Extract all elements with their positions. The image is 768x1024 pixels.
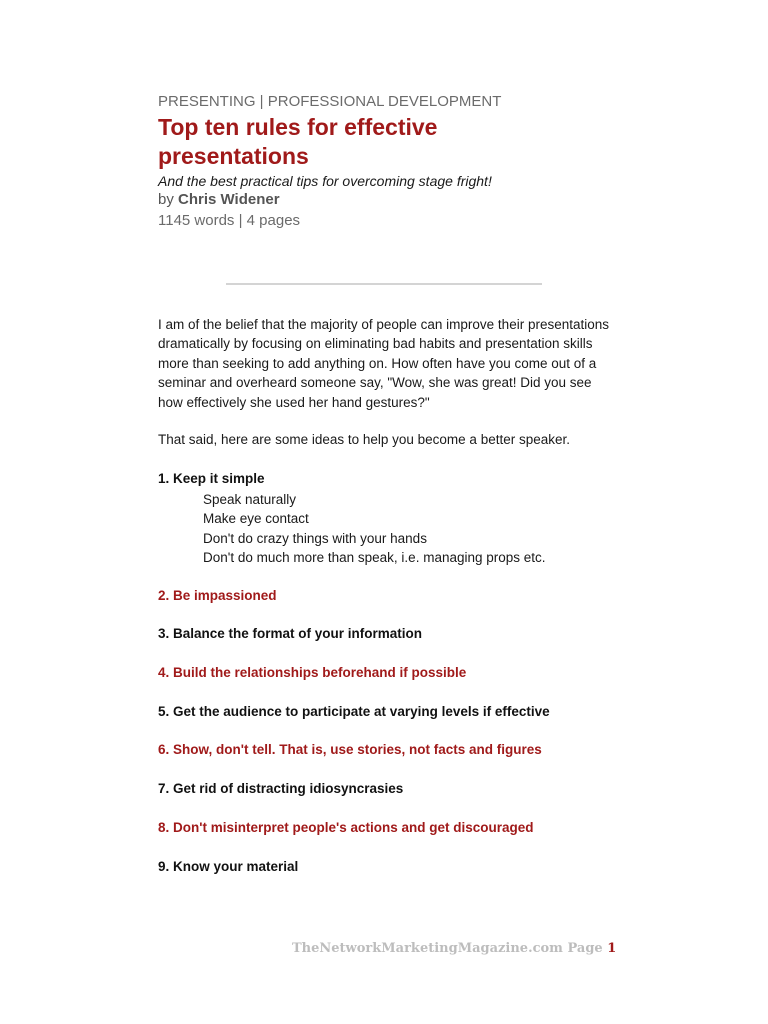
sub-list-item: Speak naturally [203, 492, 297, 507]
article-subtitle: And the best practical tips for overcoming stage fright! [158, 173, 492, 189]
rule-item: 1. Keep it simple [158, 471, 265, 486]
header-divider [226, 283, 542, 285]
rule-item: 2. Be impassioned [158, 588, 277, 603]
sub-list-item: Make eye contact [203, 511, 309, 527]
rule-item: 4. Build the relationships beforehand if possible [158, 665, 467, 680]
rule-item: 5. Get the audience to participate at varying levels if effective [158, 704, 550, 719]
article-title: Top ten rules for effective presentations [158, 114, 438, 169]
author-line [158, 191, 280, 208]
author-prefix: by [158, 191, 174, 208]
rule-item: 7. Get rid of distracting idiosyncrasies [158, 781, 404, 796]
rule-item: 6. Show, don't tell. That is, use stories, not facts and figures [158, 742, 542, 757]
author-name: Chris Widener [178, 191, 280, 208]
category-label: PRESENTING | PROFESSIONAL DEVELOPMENT [158, 93, 502, 110]
intro-paragraph: I am of the belief that the majority of people can improve their presentations dramatically by focusing on eliminating bad habits and presentation skills more than seeking to add anything on. How often have you come out of a seminar and overheard someone say, "Wow, she was great! Did you see how effectively she used her hand gestures?" [158, 317, 609, 410]
sub-list-item: Don't do crazy things with your hands [203, 530, 427, 546]
rule-1-sub-list [203, 490, 546, 568]
lead-paragraph: That said, here are some ideas to help you become a better speaker. [158, 432, 570, 447]
rule-item: 9. Know your material [158, 859, 299, 874]
footer-page-label: Page [567, 941, 603, 956]
footer-site[interactable]: TheNetworkMarketingMagazine.com [292, 941, 563, 956]
page-footer [292, 941, 616, 956]
rule-item: 3. Balance the format of your information [158, 626, 423, 641]
rule-item: 8. Don't misinterpret people's actions and get discouraged [158, 820, 534, 835]
sub-list-item: Don't do much more than speak, i.e. managing props etc. [203, 550, 546, 566]
footer-page-number: 1 [607, 941, 617, 956]
article-meta: 1145 words | 4 pages [158, 212, 301, 229]
